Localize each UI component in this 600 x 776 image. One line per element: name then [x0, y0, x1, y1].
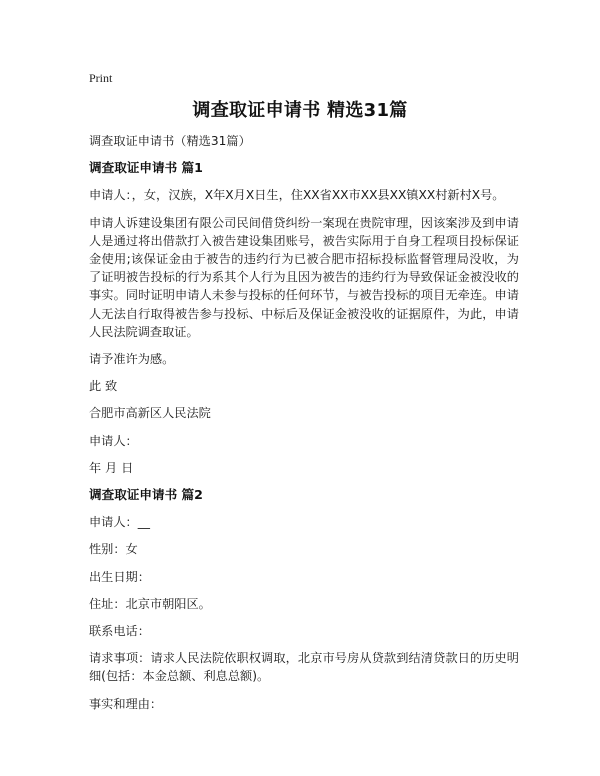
- print-label: Print: [89, 71, 113, 85]
- section-2-address: 住址：北京市朝阳区。: [89, 596, 211, 611]
- section-2-birth: 出生日期：: [89, 569, 150, 584]
- section-2-phone: 联系电话：: [89, 624, 150, 639]
- section-2-request: 请求事项：请求人民法院依职权调取，北京市号房从贷款到结清贷款日的历史明细(包括：本金总额、利息总额)。: [89, 651, 519, 684]
- document-title: 调查取证申请书 精选31篇: [192, 100, 408, 121]
- section-1-request: 请予准许为感。: [89, 352, 175, 367]
- section-1-body: 申请人诉建设集团有限公司民间借贷纠纷一案现在贵院审理，因该案涉及到申请人是通过将出借款打入被告建设集团账号，被告实际用于自身工程项目投标保证金使用;该保证金由于被告的违约行为已被合肥市招标投标监督管理局没收，为了证明被告投标的行为系其个人行为且因为被告的违约行为导致保证金被没收的事实。同时证明申请人未参与投标的任何环节，与被告投标的项目无牵连。申请人无法自行取得被告参与投标、中标后及保证金被没收的证据原件，为此，申请人民法院调查取证。: [89, 215, 519, 339]
- section-2-gender: 性别：女: [89, 542, 138, 557]
- document-content: [89, 132, 519, 713]
- document-subtitle: 调查取证申请书（精选31篇）: [89, 134, 251, 148]
- section-1-applicant-sign: 申请人：: [89, 433, 138, 448]
- section-1-applicant-line: 申请人：，女，汉族，X年X月X日生，住XX省XX市XX县XX镇XX村新村X号。: [89, 188, 505, 203]
- section-1-date: 年 月 日: [89, 460, 134, 475]
- section-2-heading: 调查取证申请书 篇2: [89, 487, 203, 503]
- section-2-applicant: 申请人：__: [89, 515, 150, 530]
- section-1-heading: 调查取证申请书 篇1: [89, 160, 203, 176]
- section-2-facts: 事实和理由：: [89, 696, 163, 711]
- section-1-salutation: 此 致: [89, 379, 118, 394]
- section-1-court: 合肥市高新区人民法院: [89, 406, 211, 421]
